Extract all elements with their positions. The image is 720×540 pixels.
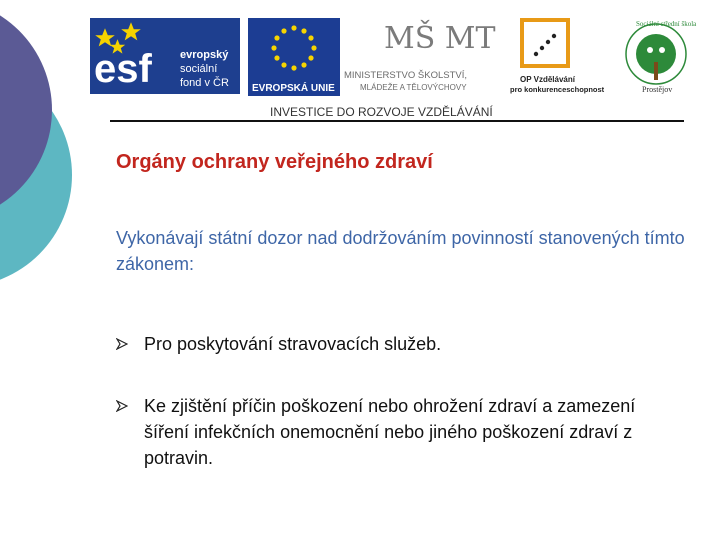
school-logo xyxy=(626,20,697,94)
investice-banner: INVESTICE DO ROZVOJE VZDĚLÁVÁNÍ xyxy=(270,105,493,119)
slide-intro: Vykonávají státní dozor nad dodržováním povinností stanovených tímto zákonem: xyxy=(116,228,685,274)
msmt-logo xyxy=(344,20,496,92)
esf-text-3: fond v ČR xyxy=(180,77,229,89)
op-line2: pro konkurenceschopnost xyxy=(510,85,605,94)
msmt-line2: MLÁDEŽE A TĚLOVÝCHOVY xyxy=(360,83,467,92)
school-city: Prostějov xyxy=(642,85,673,94)
esf-text-2: sociální xyxy=(180,63,218,75)
left-decoration xyxy=(0,0,90,320)
arrow-bullet-icon xyxy=(116,400,128,412)
logo-bar xyxy=(88,14,704,122)
arrow-bullet-icon xyxy=(116,338,128,350)
esf-logo xyxy=(90,18,240,94)
eu-logo xyxy=(248,18,340,96)
header-divider xyxy=(110,120,684,122)
msmt-mark: MŠ MT xyxy=(384,21,496,56)
op-line1: OP Vzdělávání xyxy=(520,75,575,84)
esf-mark: esf xyxy=(94,47,152,91)
slide-title: Orgány ochrany veřejného zdraví xyxy=(116,151,433,173)
esf-text-1: evropský xyxy=(180,49,229,61)
eu-caption: EVROPSKÁ UNIE xyxy=(252,83,335,94)
bullet-text: Pro poskytování stravovacích služeb. xyxy=(144,334,442,354)
op-logo xyxy=(510,20,605,94)
bullet-text: Ke zjištění příčin poškození nebo ohrožení zdraví a zamezení šíření infekčních onemocnění nebo jiného poškození zdraví z potravin. xyxy=(144,396,636,468)
school-arc-text: Sociální střední škola xyxy=(636,20,697,28)
op-frame-icon xyxy=(522,20,568,66)
msmt-line1: MINISTERSTVO ŠKOLSTVÍ, xyxy=(344,70,467,81)
